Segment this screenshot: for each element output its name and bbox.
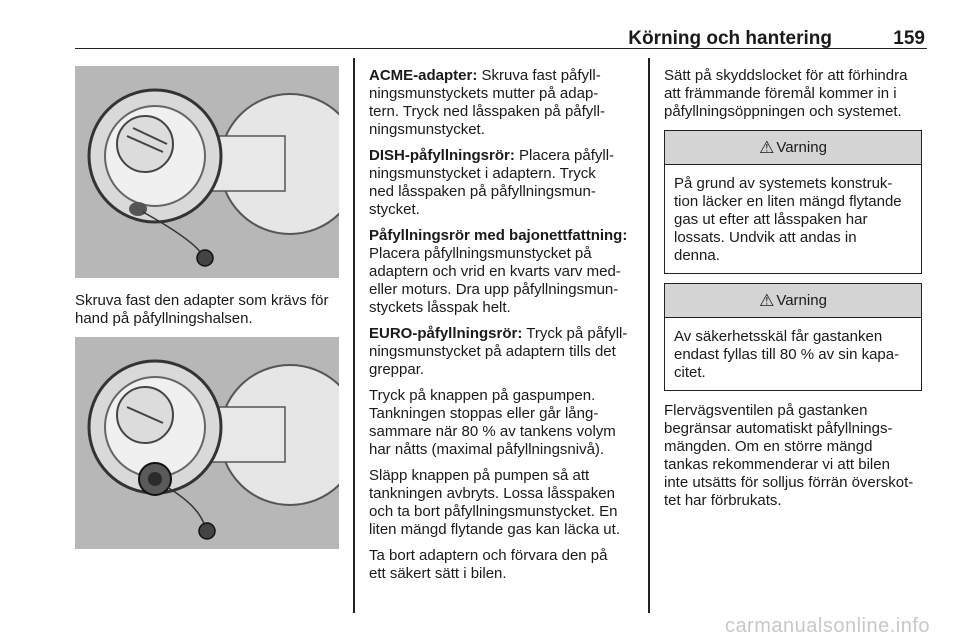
warning-header: [665, 131, 921, 165]
column-divider-right: [648, 58, 650, 613]
warning-header: [665, 284, 921, 318]
warning-title: Varning: [776, 139, 827, 156]
warning-text: Av säkerhetsskäl får gastanken endast fyllas till 80 % av sin kapa- citet.: [674, 328, 900, 381]
paragraph-text: Tryck på påfyll- ningsmunstycket på adaptern tills det greppar.: [369, 325, 628, 378]
paragraph-dish: [369, 147, 641, 219]
fuel-cap-illustration-2: [75, 337, 339, 549]
paragraph-press-button: [369, 387, 641, 459]
paragraph-remove-adapter: [369, 547, 641, 583]
warning-text: På grund av systemets konstruk- tion läcker en liten mängd flytande gas ut efter att låsspaken har lossats. Undvik att andas in denna.: [674, 175, 902, 264]
page-title: Körning och hantering: [628, 28, 832, 49]
watermark: carmanualsonline.info: [724, 615, 930, 637]
right-intro: [664, 67, 928, 129]
term-acme: ACME-adapter:: [369, 67, 478, 84]
right-outro: [664, 402, 928, 518]
paragraph-text: Placera påfyllningsmunstycket på adaptern och vrid en kvarts varv med- eller moturs. Dra upp påfyllningsmun- styckets låsspak helt.: [369, 245, 621, 316]
paragraph-euro: [369, 325, 641, 379]
fuel-cap-illustration-1: [75, 66, 339, 278]
warning-icon: ⚠: [759, 290, 775, 310]
page-number: 159: [893, 28, 925, 49]
intro-text: Sätt på skyddslocket för att förhindra att främmande föremål kommer in i påfyllningsöppningen och systemet.: [664, 67, 908, 120]
paragraph-text: Placera påfyll- ningsmunstycket i adaptern. Tryck ned låsspaken på påfyllningsmun- stycket.: [369, 147, 615, 218]
paragraph-text: Ta bort adaptern och förvara den på ett säkert sätt i bilen.: [369, 547, 608, 582]
column-divider-left: [353, 58, 355, 613]
term-dish: DISH-påfyllningsrör:: [369, 147, 515, 164]
warning-icon: ⚠: [759, 137, 775, 157]
paragraph-acme: [369, 67, 641, 139]
paragraph-text: Skruva fast påfyll- ningsmunstyckets mutter på adap- tern. Tryck ned låsspaken på påfyll- ningsmunstycket.: [369, 67, 605, 138]
paragraph-text: Släpp knappen på pumpen så att tankningen avbryts. Lossa låsspaken och ta bort påfyllningsmunstycket. En liten mängd flytande gas kan läcka ut.: [369, 467, 620, 538]
middle-column: [369, 67, 641, 591]
paragraph-release-button: [369, 467, 641, 539]
paragraph-bayonet: [369, 227, 641, 317]
warning-box-1: [664, 130, 922, 274]
warning-box-2: [664, 283, 922, 391]
outro-text: Flervägsventilen på gastanken begränsar automatiskt påfyllnings- mängden. Om en större mängd tankas rekommenderar vi att bilen inte utsätts för solljus förrän överskot- tet har förbrukats.: [664, 402, 914, 509]
figure-caption: Skruva fast den adapter som krävs för hand på påfyllningshalsen.: [75, 292, 329, 327]
term-bayonet: Påfyllningsrör med bajonettfattning:: [369, 227, 628, 244]
paragraph-text: Tryck på knappen på gaspumpen. Tankningen stoppas eller går lång- sammare när 80 % av tankens volym har nåtts (maximal påfyllningsnivå).: [369, 387, 616, 458]
page-header: [75, 22, 927, 49]
term-euro: EURO-påfyllningsrör:: [369, 325, 523, 342]
warning-title: Varning: [776, 292, 827, 309]
